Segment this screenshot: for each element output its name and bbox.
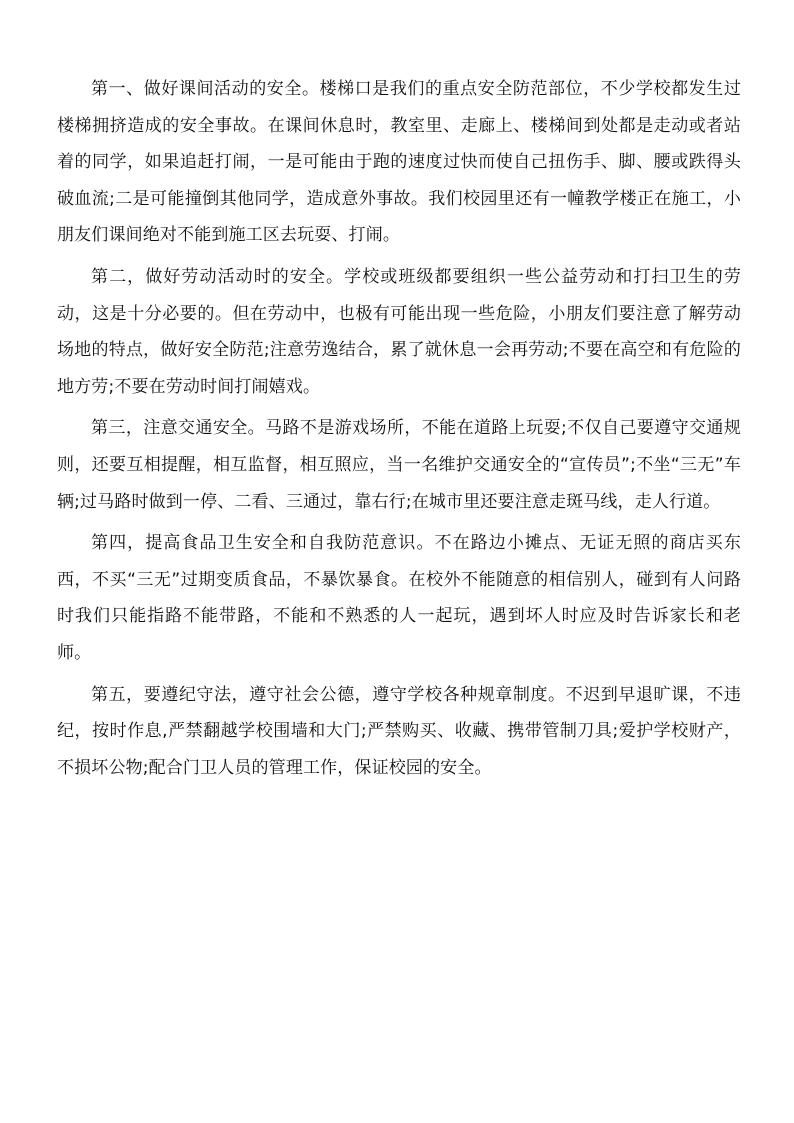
paragraph-5: 第五，要遵纪守法，遵守社会公德，遵守学校各种规章制度。不迟到早退旷课，不违纪，按时作息,严禁翻越学校围墙和大门;严禁购买、收藏、携带管制刀具;爱护学校财产，不损坏公物;配合门卫人员的管理工作，保证校园的安全。 xyxy=(57,684,741,778)
paragraph-3: 第三，注意交通安全。马路不是游戏场所，不能在道路上玩耍;不仅自己要遵守交通规则，还要互相提醒，相互监督，相互照应，当一名维护交通安全的“宣传员”;不坐“三无”车辆;过马路时做到一停、二看、三通过，靠右行;在城市里还要注意走斑马线，走人行道。 xyxy=(57,418,741,512)
document-body xyxy=(57,71,741,791)
paragraph-1: 第一、做好课间活动的安全。楼梯口是我们的重点安全防范部位，不少学校都发生过楼梯拥挤造成的安全事故。在课间休息时，教室里、走廊上、楼梯间到处都是走动或者站着的同学，如果追赶打闹，一是可能由于跑的速度过快而使自己扭伤手、脚、腰或跌得头破血流;二是可能撞倒其他同学，造成意外事故。我们校园里还有一幢教学楼正在施工，小朋友们课间绝对不能到施工区去玩耍、打闹。 xyxy=(57,79,741,246)
paragraph-2: 第二，做好劳动活动时的安全。学校或班级都要组织一些公益劳动和打扫卫生的劳动，这是十分必要的。但在劳动中，也极有可能出现一些危险，小朋友们要注意了解劳动场地的特点，做好安全防范;注意劳逸结合，累了就休息一会再劳动;不要在高空和有危险的地方劳;不要在劳动时间打闹嬉戏。 xyxy=(57,266,741,397)
paragraph-4: 第四，提高食品卫生安全和自我防范意识。不在路边小摊点、无证无照的商店买东西，不买“三无”过期变质食品，不暴饮暴食。在校外不能随意的相信别人，碰到有人问路时我们只能指路不能带路，不能和不熟悉的人一起玩，遇到坏人时应及时告诉家长和老师。 xyxy=(57,533,741,663)
